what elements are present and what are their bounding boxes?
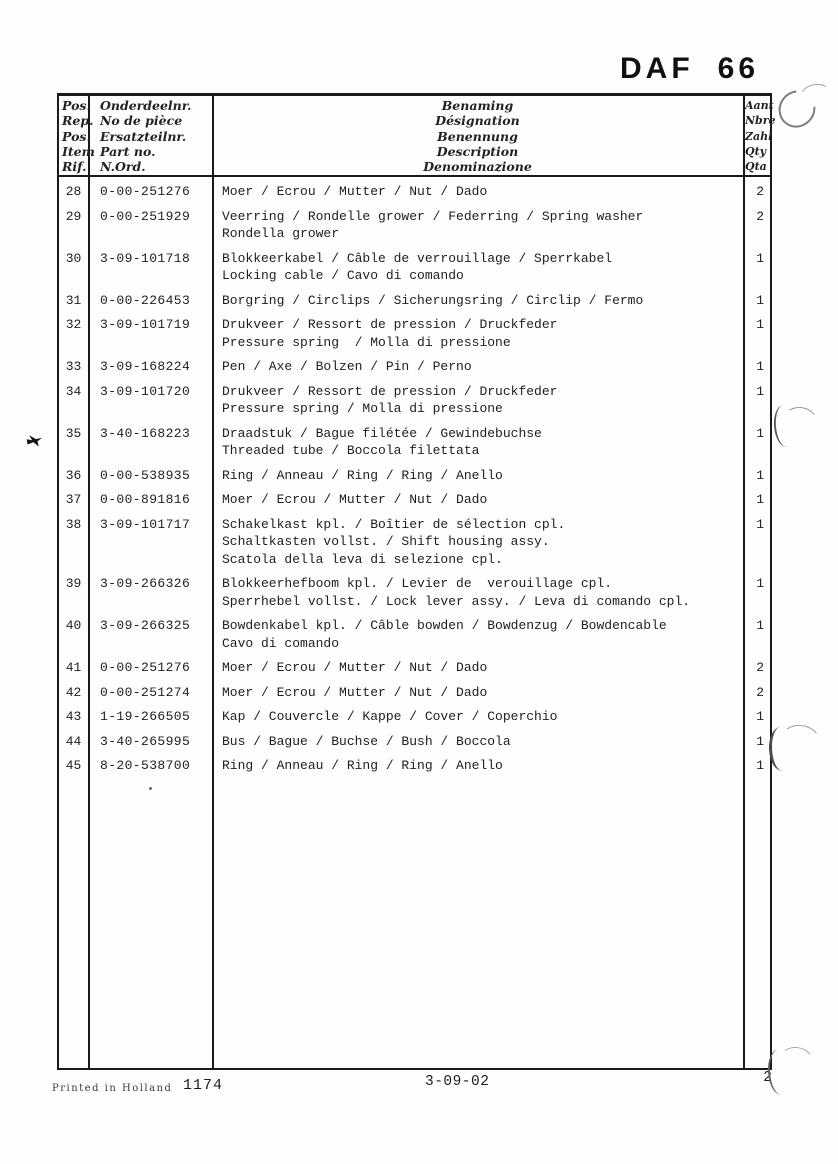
part-number: 3-40-168223 — [100, 425, 191, 441]
position-number: 42 — [65, 684, 82, 700]
table-row — [59, 425, 770, 460]
header-pos-column — [59, 96, 95, 175]
part-number: 0-00-251929 — [100, 208, 191, 224]
description-line: Moer / Ecrou / Mutter / Nut / Dado — [222, 660, 488, 675]
table-header — [59, 96, 776, 177]
position-number: 45 — [65, 758, 82, 773]
header-line: Zahl — [745, 129, 773, 143]
position-number: 41 — [65, 660, 82, 675]
description-line: Rondella grower — [222, 226, 340, 241]
header-line: Part no. — [100, 143, 156, 159]
quantity: 1 — [756, 292, 764, 308]
printed-in-holland-label: Printed in Holland — [52, 1083, 173, 1094]
ink-blot-artifact — [26, 433, 42, 447]
position-number: 36 — [65, 467, 82, 483]
brand-label: DAF — [620, 52, 694, 85]
position-number: 31 — [65, 292, 82, 308]
description-line: Pressure spring / Molla di pressione — [222, 401, 503, 416]
table-row — [59, 575, 770, 610]
description — [212, 659, 743, 677]
description-line: Threaded tube / Boccola filettata — [222, 443, 480, 458]
table-row — [59, 250, 770, 285]
header-line: N.Ord. — [100, 159, 146, 175]
part-number: 0-00-251276 — [100, 184, 191, 199]
part-number: 3-09-266325 — [100, 618, 191, 633]
header-line: Aant — [745, 99, 774, 112]
table-row — [59, 208, 770, 243]
part-number: 3-09-266326 — [100, 576, 191, 591]
header-line: Qty — [745, 144, 767, 158]
description — [212, 467, 743, 485]
scan-curl-artifact — [772, 404, 798, 448]
header-line: Rep. — [62, 113, 94, 129]
description — [212, 516, 743, 569]
description — [212, 292, 743, 310]
description — [212, 316, 743, 351]
page-number: 2 — [763, 1070, 772, 1086]
position-number: 37 — [65, 492, 82, 507]
quantity: 1 — [756, 733, 764, 749]
table-row — [59, 183, 770, 201]
description-line: Bus / Bague / Buchse / Bush / Boccola — [222, 733, 511, 749]
description-line: Schakelkast kpl. / Boîtier de sélection cpl. — [222, 516, 566, 532]
scan-curl-artifact — [771, 83, 823, 135]
quantity: 1 — [756, 317, 764, 332]
header-line: Pos. — [62, 128, 91, 144]
position-number: 28 — [65, 184, 82, 199]
quantity: 1 — [756, 250, 764, 266]
description-line: Sperrhebel vollst. / Lock lever assy. / Leva di comando cpl. — [222, 593, 691, 609]
quantity: 1 — [756, 359, 764, 374]
table-row — [59, 708, 770, 726]
header-part-number-column — [88, 96, 212, 175]
position-number: 44 — [65, 733, 82, 749]
description-line: Borgring / Circlips / Sicherungsring / Circlip / Fermo — [222, 292, 644, 308]
quantity: 1 — [756, 383, 764, 399]
position-number: 33 — [65, 359, 82, 374]
description — [212, 617, 743, 652]
position-number: 32 — [65, 317, 82, 332]
parts-table — [57, 93, 776, 1070]
header-line: Rif. — [62, 159, 87, 175]
header-line: Benaming — [441, 98, 514, 113]
description-line: Ring / Anneau / Ring / Ring / Anello — [222, 758, 503, 773]
header-line: Nbre — [745, 114, 776, 128]
part-number: 3-09-168224 — [100, 359, 191, 374]
quantity: 2 — [756, 684, 764, 700]
header-line: Pos. — [62, 98, 91, 113]
description-line: Pen / Axe / Bolzen / Pin / Perno — [222, 359, 472, 374]
scan-curl-artifact — [776, 1044, 817, 1081]
table-row — [59, 467, 770, 485]
header-line: No de pièce — [100, 113, 183, 129]
position-number: 35 — [65, 425, 82, 441]
description — [212, 425, 743, 460]
description — [212, 208, 743, 243]
description — [212, 491, 743, 509]
quantity: 1 — [756, 618, 764, 633]
scan-curl-artifact — [777, 722, 824, 763]
quantity: 1 — [756, 516, 764, 532]
table-row — [59, 292, 770, 310]
part-number: 8-20-538700 — [100, 758, 191, 773]
description — [212, 383, 743, 418]
description-line: Veerring / Rondelle grower / Federring / Spring washer — [222, 208, 644, 224]
quantity: 1 — [756, 492, 764, 507]
part-number: 0-00-251276 — [100, 660, 191, 675]
header-line: Ersatzteilnr. — [100, 128, 187, 144]
part-number: 3-09-101717 — [100, 516, 191, 532]
header-line: Onderdeelnr. — [100, 98, 192, 113]
description-line: Blokkeerhefboom kpl. / Levier de verouillage cpl. — [222, 576, 613, 591]
description — [212, 757, 743, 775]
description — [212, 575, 743, 610]
quantity: 1 — [756, 467, 764, 483]
part-number: 3-09-101719 — [100, 317, 191, 332]
table-row — [59, 684, 770, 702]
position-number: 43 — [65, 709, 82, 724]
quantity: 2 — [756, 660, 764, 675]
description-line: Moer / Ecrou / Mutter / Nut / Dado — [222, 684, 488, 700]
description — [212, 183, 743, 201]
description-line: Moer / Ecrou / Mutter / Nut / Dado — [222, 492, 488, 507]
description-line: Moer / Ecrou / Mutter / Nut / Dado — [222, 184, 488, 199]
quantity: 1 — [756, 758, 764, 773]
description-line: Ring / Anneau / Ring / Ring / Anello — [222, 467, 503, 483]
quantity: 2 — [756, 208, 764, 224]
table-row — [59, 358, 770, 376]
table-body — [59, 177, 770, 1068]
table-row — [59, 316, 770, 351]
part-number: 3-40-265995 — [100, 733, 191, 749]
description — [212, 708, 743, 726]
description-line: Drukveer / Ressort de pression / Druckfeder — [222, 317, 558, 332]
description-line: Bowdenkabel kpl. / Câble bowden / Bowdenzug / Bowdencable — [222, 618, 667, 633]
description — [212, 250, 743, 285]
description-line: Draadstuk / Bague filétée / Gewindebuchse — [222, 425, 542, 441]
table-row — [59, 383, 770, 418]
description-line: Schaltkasten vollst. / Shift housing assy. — [222, 534, 550, 549]
scan-curl-artifact — [796, 81, 835, 115]
part-number: 3-09-101720 — [100, 383, 191, 399]
document-number: 3-09-02 — [425, 1074, 490, 1090]
part-number: 0-00-538935 — [100, 467, 191, 483]
table-row — [59, 516, 770, 569]
part-number: 1-19-266505 — [100, 709, 191, 724]
header-line: Description — [436, 143, 519, 159]
description-line: Kap / Couvercle / Kappe / Cover / Coperchio — [222, 709, 558, 724]
table-row — [59, 617, 770, 652]
header-line: Benennung — [437, 128, 518, 144]
header-description-column — [212, 96, 743, 175]
part-number: 0-00-251274 — [100, 684, 191, 700]
position-number: 34 — [65, 383, 82, 399]
model-label: 66 — [717, 52, 760, 85]
description — [212, 358, 743, 376]
description-line: Pressure spring / Molla di pressione — [222, 334, 511, 350]
quantity: 2 — [756, 184, 764, 199]
position-number: 29 — [65, 208, 82, 224]
part-number: 0-00-226453 — [100, 292, 191, 308]
description-line: Locking cable / Cavo di comando — [222, 268, 464, 283]
part-number: 3-09-101718 — [100, 250, 191, 266]
header-qty-column — [743, 96, 776, 175]
description-line: Scatola della leva di selezione cpl. — [222, 551, 503, 567]
table-row — [59, 733, 770, 751]
description — [212, 684, 743, 702]
quantity: 1 — [756, 576, 764, 591]
table-row — [59, 659, 770, 677]
quantity: 1 — [756, 425, 764, 441]
header-line: Denominazione — [423, 159, 532, 175]
position-number: 30 — [65, 250, 82, 266]
table-row — [59, 491, 770, 509]
description-line: Blokkeerkabel / Câble de verrouillage / Sperrkabel — [222, 250, 613, 266]
position-number: 39 — [65, 576, 82, 591]
description — [212, 733, 743, 751]
scan-curl-artifact — [779, 404, 820, 442]
page-title — [620, 52, 759, 86]
header-line: Item — [62, 143, 95, 159]
quantity: 1 — [756, 709, 764, 724]
description-line: Drukveer / Ressort de pression / Druckfeder — [222, 383, 558, 399]
print-code: 1174 — [183, 1077, 224, 1094]
part-number: 0-00-891816 — [100, 492, 191, 507]
table-row — [59, 757, 770, 775]
header-line: Désignation — [435, 113, 520, 129]
description-line: Cavo di comando — [222, 635, 340, 651]
position-number: 38 — [65, 516, 82, 532]
position-number: 40 — [65, 618, 82, 633]
header-line: Qta — [745, 160, 767, 174]
